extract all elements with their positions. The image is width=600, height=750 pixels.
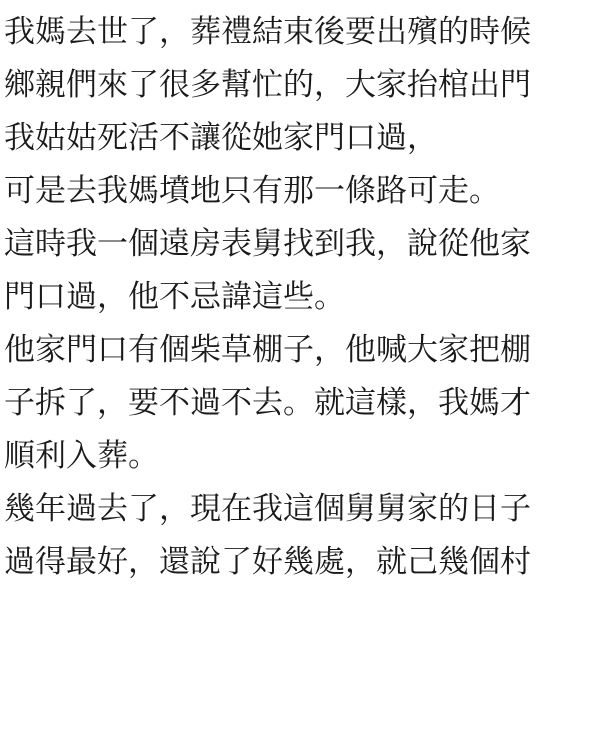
text-line: 我姑姑死活不讓從她家門口過， [4, 120, 438, 156]
text-line-partial: 過得最好，還說了好幾處，就己幾個村 [4, 544, 531, 580]
text-line: 順利入葬。 [4, 438, 159, 474]
text-line: 他家門口有個柴草棚子，他喊大家把棚 [4, 332, 531, 368]
text-line: 可是去我媽墳地只有那一條路可走。 [4, 173, 500, 209]
text-line: 鄉親們來了很多幫忙的，大家抬棺出門 [4, 67, 531, 103]
text-line: 子拆了，要不過不去。就這樣，我媽才 [4, 385, 531, 421]
text-line: 幾年過去了，現在我這個舅舅家的日子 [4, 491, 531, 527]
text-line: 我媽去世了，葬禮結束後要出殯的時候 [4, 14, 531, 50]
text-line: 門口過，他不忌諱這些。 [4, 279, 345, 315]
text-line: 這時我一個遠房表舅找到我，說從他家 [4, 226, 531, 262]
